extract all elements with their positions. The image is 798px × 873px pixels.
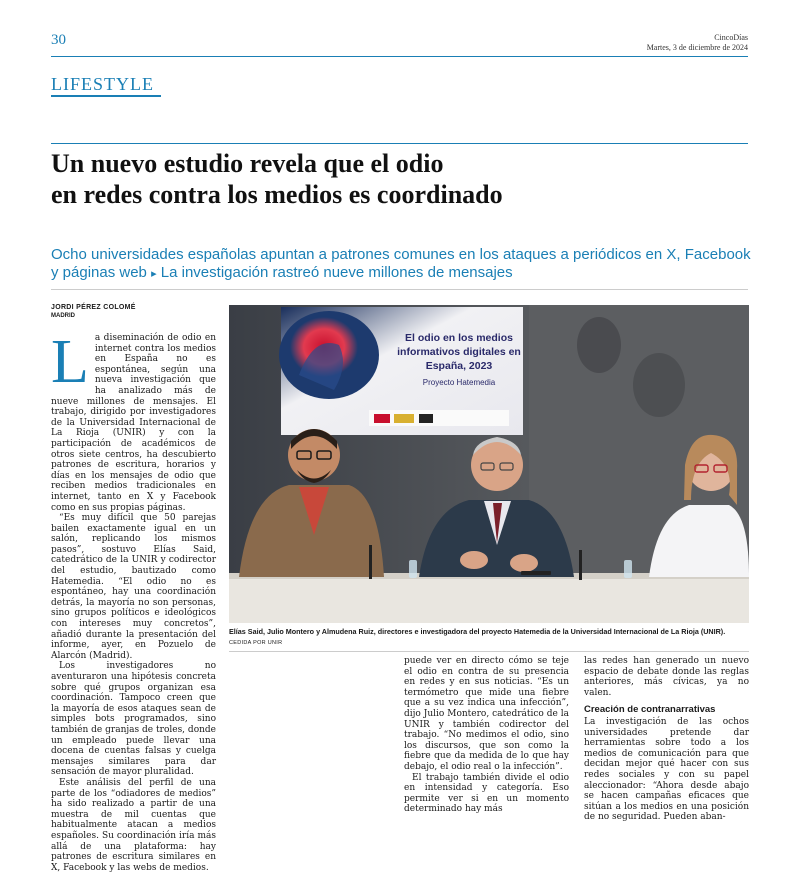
- subhead-rule: [51, 289, 748, 290]
- issue-date: Martes, 3 de diciembre de 2024: [646, 43, 748, 52]
- paragraph: La investigación de las ochos universidades pretende dar herramientas sobre todo a los medios de comunicación para que decidan mejor qué hacer con sus redes sociales y con su papel aleccionador: “Ahora desde abajo se hacen campañas eficaces que sitúan a los medios en una posición de no seguridad. Pueden aban-: [584, 716, 749, 823]
- column-1: [51, 328, 216, 873]
- screen-title-line-3: España, 2023: [425, 360, 493, 372]
- subhead-arrow-icon: ▸: [151, 268, 157, 280]
- paragraph: “Es muy difícil que 50 parejas bailen exactamente igual en un salón, replicando los mismos pasos”, sostuvo Elías Said, catedrático de la UNIR y codirector del estudio, bautizado como Hatemedia. “El odio no es espontáneo, hay una coordinación detrás, la mayoría no son personas, sino grupos políticos e ideológicos con intereses muy concretos”, añadió durante la presentación del informe, ayer, en Pozuelo de Alarcón (Madrid).: [51, 513, 216, 661]
- paragraph: El trabajo también divide el odio en intensidad y categoría. Eso permite ver si en un momento determinado hay más: [404, 772, 569, 815]
- paragraph: las redes han generado un nuevo espacio de debate donde las reglas anteriores, más cívicas, ya no valen.: [584, 656, 749, 698]
- column-2: [404, 656, 569, 815]
- article-photo: [229, 305, 749, 623]
- subhead-part-1: Ocho universidades españolas apuntan a patrones comunes en los ataques a periódicos en X, Facebook y páginas web: [51, 246, 751, 281]
- caption-text: Elías Said, Julio Montero y Almudena Ruiz, directores e investigadora del proyecto Hatemedia de la Universidad Internacional de La Rioja (UNIR).: [229, 627, 726, 636]
- column-3: [584, 656, 749, 823]
- screen-title-line-2: informativos digitales en: [397, 346, 521, 358]
- page-number: 30: [51, 32, 66, 48]
- drop-cap: L: [51, 328, 89, 396]
- headline-rule: [51, 143, 748, 144]
- headline: [51, 148, 611, 210]
- byline-location: MADRID: [51, 313, 75, 319]
- paragraph: puede ver en directo cómo se teje el odio en contra de su presencia en redes y en sus noticias. “Es un termómetro que mide una fiebre que a su vez indica una infección”, dijo Julio Montero, catedrático de la UNIR y también codirector del trabajo. “No medimos el odio, sino los discursos, que son como la fiebre que da medida de lo que hay debajo, el odio real o la infección”.: [404, 656, 569, 772]
- paragraph: [51, 328, 216, 513]
- section-label: LIFESTYLE: [51, 74, 154, 94]
- paragraph: Este análisis del perfil de una parte de los “odiadores de medios” ha sido realizado a partir de una muestra de mil cuentas que habitualmente atacan a medios españoles. Su coordinación iría más allá de una plataforma: hay patrones de escritura similares en X, Facebook y las webs de medios.: [51, 777, 216, 873]
- screen-title-line-4: Proyecto Hatemedia: [422, 378, 496, 387]
- subheadline: [51, 246, 751, 283]
- photo-illustration: [229, 305, 749, 623]
- photo-caption: [229, 627, 749, 648]
- paragraph-text: a diseminación de odio en internet contra los medios en España no es espontánea, según una nueva investigación que ha analizado más de nueve millones de mensajes. El trabajo, dirigido por investigadores de la Universidad Internacional de La Rioja (UNIR) y con la participación de académicos de otros siete centros, ha descubierto patrones de escritura, horarios y días en los mensajes de odio que reciben medios tradicionales en internet, tanto en X y Facebook como en sus propias páginas.: [51, 333, 216, 513]
- screen-title-line-1: El odio en los medios: [405, 332, 513, 344]
- section-underline: [51, 95, 161, 97]
- photo-credit: CEDIDA POR UNIR: [229, 640, 283, 646]
- table: [229, 577, 749, 623]
- top-rule: [51, 56, 748, 57]
- subhead-part-2: La investigación rastreó nueve millones de mensajes: [160, 264, 513, 281]
- headline-line-1: Un nuevo estudio revela que el odio: [51, 149, 444, 178]
- publication-header: [647, 33, 748, 53]
- section-heading: Creación de contranarrativas: [584, 704, 716, 716]
- caption-rule: [229, 651, 749, 652]
- publication-name: CincoDías: [714, 33, 748, 42]
- headline-line-2: en redes contra los medios es coordinado: [51, 180, 503, 209]
- byline: JORDI PÉREZ COLOMÉ: [51, 304, 136, 311]
- paragraph: Los investigadores no aventuraron una hipótesis concreta sobre qué grupos organizan esa coordinación. Tampoco creen que la mayoría de esos ataques sean de simples bots programados, sino también de granjas de troles, donde un empleado puede llevar una docena de cuentas falsas y cuelga mensajes similares para dar sensación de mayor pluralidad.: [51, 661, 216, 778]
